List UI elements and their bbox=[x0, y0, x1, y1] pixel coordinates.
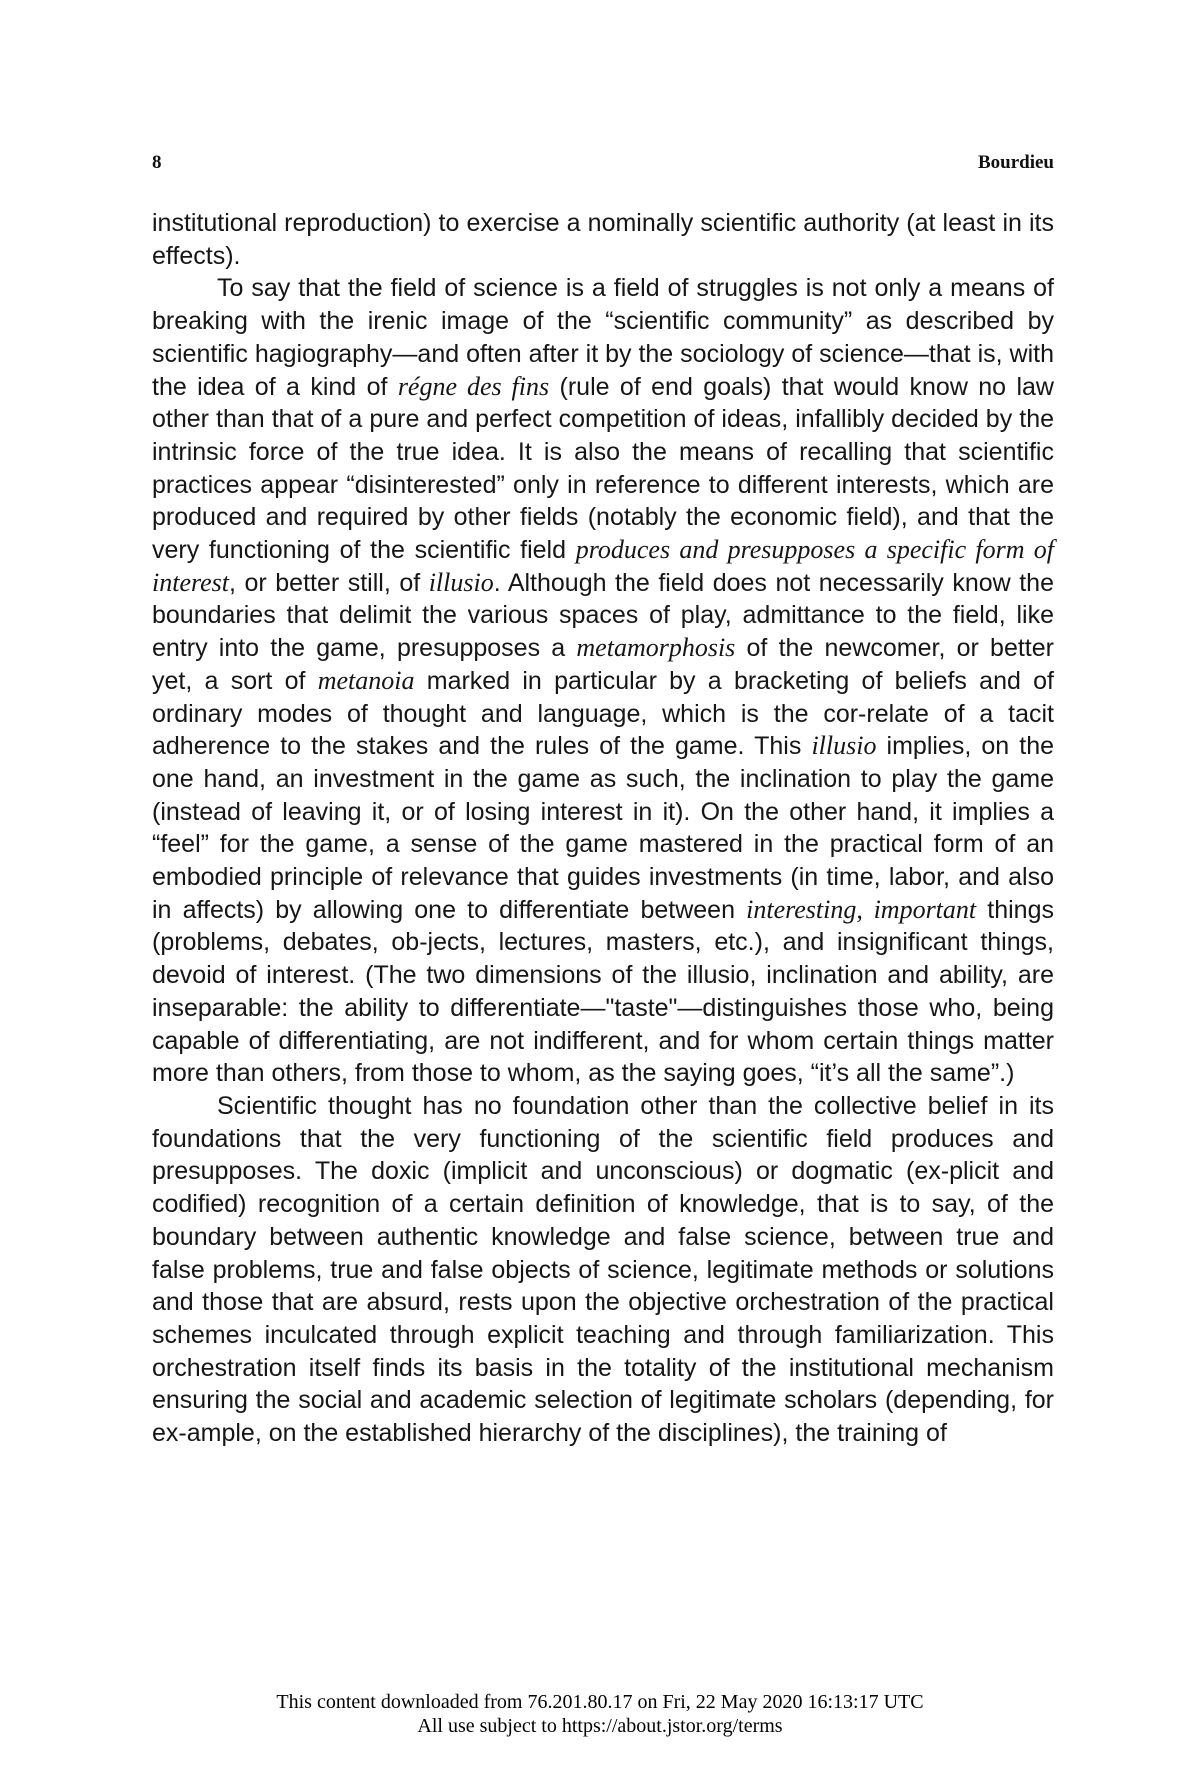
italic-phrase: illusio bbox=[811, 731, 877, 761]
paragraph bbox=[152, 1090, 1054, 1450]
italic-phrase: illusio bbox=[428, 567, 494, 597]
footer-line-terms: All use subject to https://about.jstor.org/terms bbox=[417, 1715, 783, 1737]
text-run: To say that the field of science is a field of struggles is not only a means of breaking with the irenic image of the “scientific community” as described by scientific hagiography—and often after it by the sociology of science—that is, with the idea of a kind of bbox=[152, 274, 1054, 401]
text-run: of the newcomer, or better yet, a sort of bbox=[152, 634, 1054, 695]
italic-phrase: régne des fins bbox=[397, 371, 550, 401]
page-header bbox=[152, 152, 1054, 182]
text-run: . Although the field does not necessarily know the boundaries that delimit the various spaces of play, admittance to the field, like entry into the game, presupposes a bbox=[152, 568, 1054, 663]
paragraph bbox=[152, 272, 1054, 1090]
running-head: Bourdieu bbox=[977, 152, 1054, 173]
body-text bbox=[152, 207, 1054, 1450]
download-footer bbox=[0, 1690, 1200, 1738]
paragraph bbox=[152, 207, 1054, 272]
text-run: , or better still, of bbox=[229, 568, 429, 597]
italic-phrase: produces and presupposes a specific form of interest bbox=[152, 535, 1054, 597]
text-run: marked in particular by a bracketing of beliefs and of ordinary modes of thought and language, which is the cor-relate of a tacit adherence to the stakes and the rules of the game. This bbox=[152, 666, 1054, 761]
page-number: 8 bbox=[152, 152, 162, 173]
italic-phrase: metanoia bbox=[317, 665, 415, 695]
italic-phrase: interesting, important bbox=[746, 894, 977, 924]
text-run: implies, on the one hand, an investment in the game as such, the inclination to play the game (instead of leaving it, or of losing interest in it). On the other hand, it implies a “feel” for the game, a sense of the game mastered in the practical form of an embodied principle of relevance that guides investments (in time, labor, and also in affects) by allowing one to differentiate between bbox=[152, 732, 1055, 924]
italic-phrase: metamorphosis bbox=[576, 633, 736, 663]
text-run: things (problems, debates, ob-jects, lectures, masters, etc.), and insignificant things, devoid of interest. (The two dimensions of the illusio, inclination and ability, are inseparable: the ability to differentiate—"taste"—distinguishes those who, being capable of differentiating, are not indifferent, and for whom certain things matter more than others, from those to whom, as the saying goes, “it’s all the same”.) bbox=[152, 895, 1054, 1088]
text-run: institutional reproduction) to exercise a nominally scientific authority (at least in its effects). bbox=[152, 209, 1054, 270]
footer-line-download: This content downloaded from 76.201.80.17 on Fri, 22 May 2020 16:13:17 UTC bbox=[276, 1691, 924, 1713]
text-run: (rule of end goals) that would know no law other than that of a pure and perfect competition of ideas, infallibly decided by the intrinsic force of the true idea. It is also the means of recalling that scientific practices appear “disinterested” only in reference to different interests, which are produced and required by other fields (notably the economic field), and that the very functioning of the scientific field bbox=[152, 372, 1054, 565]
text-run: Scientific thought has no foundation other than the collective belief in its foundations that the very functioning of the scientific field produces and presupposes. The doxic (implicit and unconscious) or dogmatic (ex-plicit and codified) recognition of a certain definition of knowledge, that is to say, of the boundary between authentic knowledge and false science, between true and false problems, true and false objects of science, legitimate methods or solutions and those that are absurd, rests upon the objective orchestration of the practical schemes inculcated through explicit teaching and through familiarization. This orchestration itself finds its basis in the totality of the institutional mechanism ensuring the social and academic selection of legitimate scholars (depending, for ex-ample, on the established hierarchy of the disciplines), the training of bbox=[152, 1091, 1054, 1448]
